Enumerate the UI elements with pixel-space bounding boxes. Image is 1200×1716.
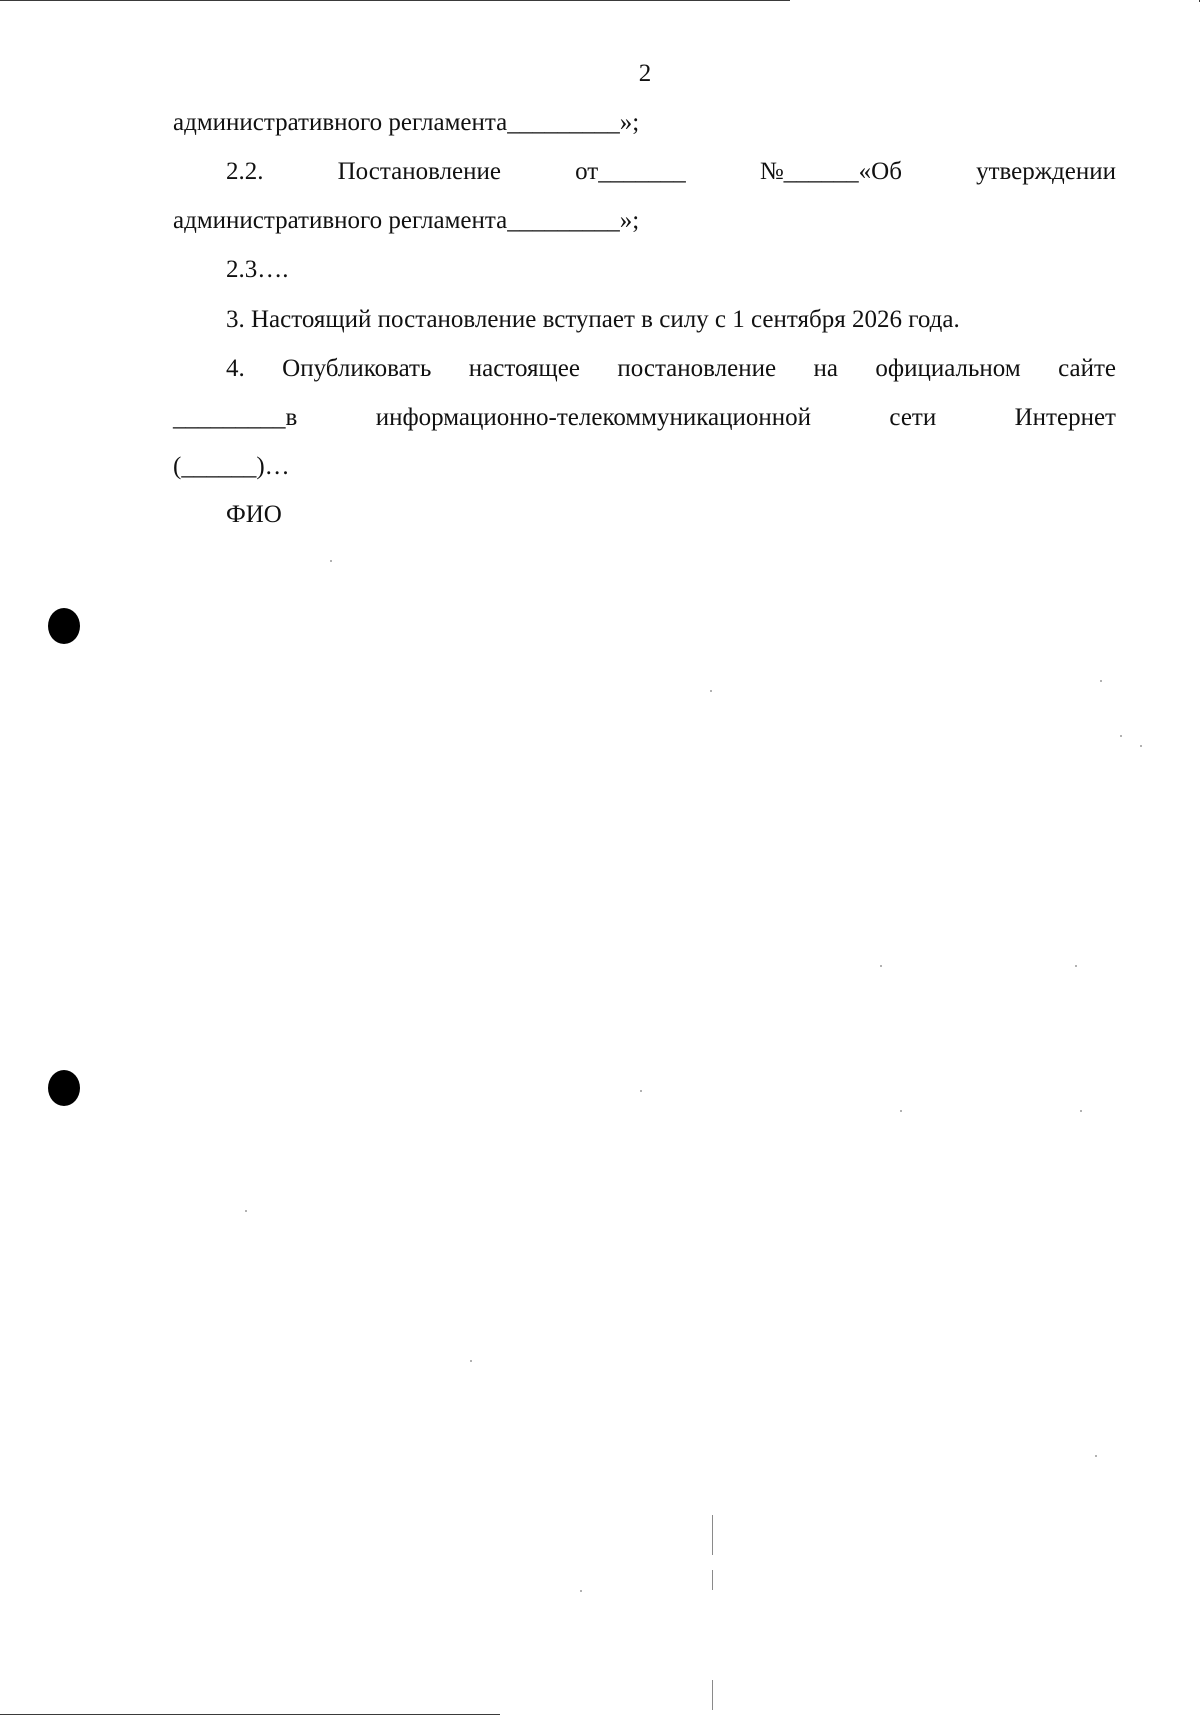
- paragraph-4-line-2: [173, 403, 1116, 433]
- word: постановление: [617, 355, 777, 382]
- scan-speck: [880, 965, 882, 967]
- punch-hole-upper: [48, 608, 80, 644]
- word: официальном: [875, 355, 1021, 382]
- scan-mark: [712, 1680, 713, 1710]
- signature-name: ФИО: [226, 501, 282, 528]
- scan-speck: [245, 1210, 247, 1212]
- scan-mark: [712, 1570, 713, 1590]
- word: на: [813, 355, 838, 382]
- clause-number: 2.2.: [226, 158, 264, 185]
- word: настоящее: [468, 355, 580, 382]
- paragraph-2-1-end: административного регламента_________»;: [173, 109, 640, 136]
- scan-speck: [1140, 745, 1142, 747]
- scan-speck: [1075, 965, 1077, 967]
- scan-speck: [710, 690, 712, 692]
- scan-mark: [712, 1515, 713, 1555]
- word: сайте: [1058, 355, 1116, 382]
- scan-speck: [330, 560, 332, 562]
- scan-speck: [1120, 735, 1122, 737]
- scan-speck: [1095, 1455, 1097, 1457]
- paragraph-2-3: 2.3….: [226, 256, 289, 283]
- word: Интернет: [1014, 404, 1116, 431]
- word: информационно-телекоммуникационной: [375, 404, 812, 431]
- scan-speck: [1100, 680, 1102, 682]
- paragraph-2-2-line-2: административного регламента_________»;: [173, 207, 640, 234]
- word: _________в: [173, 404, 298, 431]
- punch-hole-lower: [48, 1070, 80, 1106]
- scan-speck: [1080, 1110, 1082, 1112]
- word: утверждении: [976, 158, 1116, 185]
- paragraph-2-2-line-1: [226, 157, 1116, 187]
- scan-speck: [580, 1590, 582, 1592]
- scan-speck: [470, 1360, 472, 1362]
- page-number: 2: [638, 60, 652, 87]
- scan-speck: [900, 1110, 902, 1112]
- word: №______«Об: [759, 158, 902, 185]
- clause-number: 4.: [226, 355, 245, 382]
- scan-edge-bottom: [0, 1714, 500, 1715]
- paragraph-4-line-1: [226, 354, 1116, 384]
- scan-edge-top: [0, 0, 790, 1]
- word: от_______: [575, 158, 686, 185]
- paragraph-4-line-3: (______)…: [173, 453, 290, 480]
- word: сети: [889, 404, 937, 431]
- word: Постановление: [337, 158, 501, 185]
- scan-speck: [640, 1090, 642, 1092]
- word: Опубликовать: [282, 355, 432, 382]
- paragraph-3: 3. Настоящий постановление вступает в силу с 1 сентября 2026 года.: [226, 306, 960, 333]
